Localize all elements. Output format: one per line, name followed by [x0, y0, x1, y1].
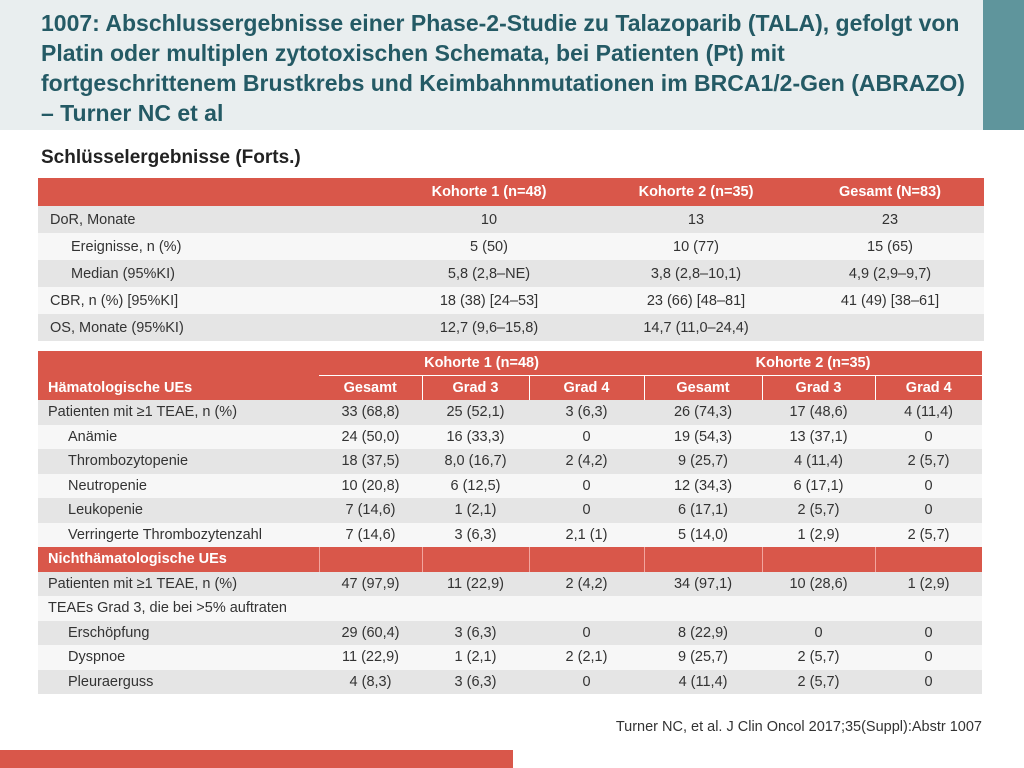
- table-cell: 5 (14,0): [678, 526, 728, 543]
- table-row: [38, 498, 982, 523]
- table-cell: 2 (5,7): [797, 649, 840, 666]
- table-row: [38, 523, 982, 548]
- table-cell: 0: [582, 428, 591, 445]
- table-cell: 4 (11,4): [678, 673, 728, 690]
- table-cell: 10 (77): [673, 238, 719, 255]
- table-cell: 5 (50): [470, 238, 508, 255]
- table-row: [38, 233, 984, 260]
- table-cell: 8,0 (16,7): [444, 453, 507, 470]
- ae-subheader: Grad 3: [422, 376, 529, 401]
- efficacy-header-cell: Gesamt (N=83): [839, 184, 941, 200]
- table-cell: 12 (34,3): [673, 477, 733, 494]
- table-cell: 3 (6,3): [565, 404, 608, 421]
- table-cell: [875, 547, 982, 572]
- table-cell: 1 (2,1): [454, 649, 497, 666]
- row-label: TEAEs Grad 3, die bei >5% auftraten: [48, 600, 287, 617]
- adverse-events-table: [38, 351, 982, 694]
- table-cell: 19 (54,3): [673, 428, 733, 445]
- table-cell: 6 (12,5): [450, 477, 501, 494]
- row-label: Leukopenie: [68, 502, 143, 519]
- ae-subheader: Grad 3: [762, 376, 875, 401]
- table-cell: 10 (28,6): [789, 575, 848, 592]
- row-label: Median (95%KI): [71, 265, 175, 282]
- table-cell: [796, 314, 984, 341]
- table-row: [38, 474, 982, 499]
- table-row: [38, 572, 982, 597]
- table-cell: 0: [924, 502, 933, 519]
- table-cell: 9 (25,7): [678, 649, 728, 666]
- table-cell: 16 (33,3): [446, 428, 505, 445]
- table-cell: 11 (22,9): [342, 649, 399, 666]
- row-label: DoR, Monate: [50, 211, 136, 228]
- efficacy-header-cell: Kohorte 1 (n=48): [431, 184, 547, 200]
- table-cell: 25 (52,1): [446, 404, 505, 421]
- table-cell: 4,9 (2,9–9,7): [848, 265, 932, 282]
- table-cell: 1 (2,9): [797, 526, 840, 543]
- table-cell: 12,7 (9,6–15,8): [439, 319, 539, 336]
- footer-accent-bar: [0, 750, 513, 768]
- table-cell: 8 (22,9): [678, 624, 728, 641]
- table-row: [38, 449, 982, 474]
- table-cell: 6 (17,1): [678, 502, 728, 519]
- citation: Turner NC, et al. J Clin Oncol 2017;35(Suppl):Abstr 1007: [615, 719, 982, 735]
- table-cell: 2 (4,2): [565, 575, 608, 592]
- table-cell: 0: [582, 477, 591, 494]
- table-cell: 23: [881, 211, 899, 228]
- table-cell: 0: [924, 624, 933, 641]
- header-accent-block: [983, 0, 1024, 130]
- ae-subheader: Gesamt: [319, 376, 422, 401]
- table-cell: 10: [480, 211, 498, 228]
- table-cell: 4 (11,4): [794, 453, 843, 470]
- table-row: [38, 287, 984, 314]
- table-cell: 4 (11,4): [904, 404, 953, 421]
- ae-group-header-row: [38, 351, 982, 376]
- table-cell: 2,1 (1): [565, 526, 608, 543]
- row-label: OS, Monate (95%KI): [50, 319, 184, 336]
- table-cell: 1 (2,1): [454, 502, 497, 519]
- ae-subheader: Gesamt: [644, 376, 762, 401]
- table-cell: 0: [582, 673, 591, 690]
- table-cell: 41 (49) [38–61]: [840, 292, 940, 309]
- row-label: CBR, n (%) [95%KI]: [50, 292, 179, 309]
- table-cell: 18 (37,5): [341, 453, 400, 470]
- table-cell: 47 (97,9): [341, 575, 400, 592]
- table-cell: [762, 547, 875, 572]
- table-cell: 13: [687, 211, 705, 228]
- table-cell: 3 (6,3): [454, 526, 497, 543]
- ae-row-header: Hämatologische UEs: [48, 380, 193, 396]
- table-row: [38, 400, 982, 425]
- table-cell: 17 (48,6): [789, 404, 848, 421]
- table-cell: [319, 547, 422, 572]
- table-cell: 14,7 (11,0–24,4): [643, 319, 749, 336]
- table-cell: 13 (37,1): [789, 428, 848, 445]
- row-label: Pleuraerguss: [68, 673, 154, 690]
- table-cell: 0: [924, 428, 933, 445]
- row-label: Thrombozytopenie: [68, 453, 189, 470]
- table-cell: 2 (4,2): [565, 453, 608, 470]
- table-cell: 0: [924, 649, 933, 666]
- table-cell: 5,8 (2,8–NE): [447, 265, 531, 282]
- table-cell: 4 (8,3): [349, 673, 392, 690]
- table-row: [38, 314, 984, 341]
- table-cell: 0: [582, 502, 591, 519]
- row-label: Patienten mit ≥1 TEAE, n (%): [48, 575, 238, 592]
- table-row: [38, 621, 982, 646]
- section-header-row: [38, 547, 982, 572]
- table-cell: 23 (66) [48–81]: [646, 292, 746, 309]
- ae-subheader: Grad 4: [529, 376, 644, 401]
- table-cell: 0: [924, 673, 933, 690]
- table-cell: 0: [924, 477, 933, 494]
- table-cell: 3,8 (2,8–10,1): [650, 265, 742, 282]
- row-label: Ereignisse, n (%): [71, 238, 182, 255]
- table-row: [38, 645, 982, 670]
- table-cell: 1 (2,9): [907, 575, 950, 592]
- table-cell: 33 (68,8): [341, 404, 400, 421]
- table-cell: 2 (5,7): [907, 526, 950, 543]
- table-cell: 26 (74,3): [673, 404, 733, 421]
- table-row: [38, 425, 982, 450]
- table-cell: 0: [814, 624, 823, 641]
- table-cell: 6 (17,1): [793, 477, 844, 494]
- row-label: Verringerte Thrombozytenzahl: [68, 526, 262, 543]
- table-cell: 2 (2,1): [565, 649, 608, 666]
- row-label: Anämie: [68, 428, 118, 445]
- table-cell: [644, 547, 762, 572]
- table-cell: 0: [582, 624, 591, 641]
- slide-title: 1007: Abschlussergebnisse einer Phase-2-Studie zu Talazoparib (TALA), gefolgt von Platin oder multiplen zytotoxischen Schemata, bei Patienten (Pt) mit fortgeschrittenem Brustkrebs und Keimbahnmutationen im BRCA1/2-Gen (ABRAZO) – Turner NC et al: [41, 10, 965, 126]
- table-row: [38, 596, 982, 621]
- table-cell: 10 (20,8): [341, 477, 400, 494]
- table-cell: 2 (5,7): [797, 502, 840, 519]
- table-row: [38, 206, 984, 233]
- efficacy-table: [38, 178, 984, 341]
- row-label: Patienten mit ≥1 TEAE, n (%): [48, 404, 238, 421]
- table-cell: 3 (6,3): [454, 624, 497, 641]
- table-cell: 11 (22,9): [447, 575, 504, 592]
- row-label: Neutropenie: [68, 477, 147, 494]
- section-header-label: Nichthämatologische UEs: [38, 547, 319, 572]
- efficacy-header-cell: Kohorte 2 (n=35): [638, 184, 754, 200]
- table-cell: 15 (65): [867, 238, 913, 255]
- section-subtitle: Schlüsselergebnisse (Forts.): [41, 147, 301, 168]
- table-row: [38, 670, 982, 695]
- efficacy-header-row: [38, 178, 984, 206]
- table-cell: 2 (5,7): [907, 453, 950, 470]
- row-label: Dyspnoe: [68, 649, 126, 666]
- table-cell: [529, 547, 644, 572]
- table-cell: 24 (50,0): [341, 428, 400, 445]
- table-cell: 9 (25,7): [678, 453, 728, 470]
- row-label: Erschöpfung: [68, 624, 150, 641]
- table-cell: 7 (14,6): [345, 526, 396, 543]
- table-cell: 29 (60,4): [341, 624, 400, 641]
- ae-subheader: Grad 4: [905, 380, 952, 396]
- table-cell: 2 (5,7): [797, 673, 840, 690]
- table-cell: 34 (97,1): [673, 575, 733, 592]
- efficacy-header-cell: [38, 178, 382, 206]
- table-cell: 7 (14,6): [345, 502, 396, 519]
- table-cell: 18 (38) [24–53]: [439, 292, 539, 309]
- ae-group-header: Kohorte 2 (n=35): [644, 351, 982, 376]
- table-row: [38, 260, 984, 287]
- table-cell: 3 (6,3): [454, 673, 497, 690]
- table-cell: [422, 547, 529, 572]
- ae-group-header: Kohorte 1 (n=48): [319, 351, 644, 376]
